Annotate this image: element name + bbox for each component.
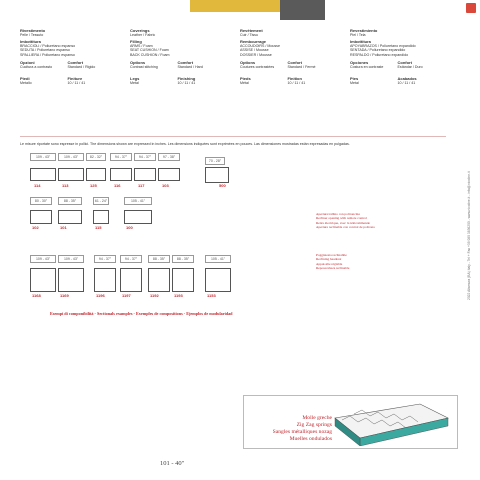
spec-text: Costura en contraste: [350, 65, 384, 70]
legend-headrest: [316, 253, 349, 270]
spec-heading: Finition: [287, 75, 302, 81]
spec-text: 10 / 11 / 41: [287, 80, 306, 85]
spec-column: [240, 28, 325, 86]
sofa-module: [148, 268, 170, 292]
legend-line: Reposacabeza reclinable: [316, 265, 350, 270]
spec-text: SEDUTA / Poliuretano espanso: [20, 48, 70, 53]
spec-cell: [178, 60, 216, 70]
spec-text: Estándar / Duro: [397, 65, 423, 70]
module-code: 103: [162, 183, 169, 188]
module-code: 113: [62, 183, 69, 188]
dimension-label: 97 - 38": [158, 153, 180, 161]
module-code: 115: [95, 225, 102, 230]
dimension-label: 94 - 37": [110, 153, 132, 161]
spec-heading: Options: [130, 60, 146, 66]
spec-heading: Imbottitura: [20, 38, 41, 44]
springs-line: Molle greche: [302, 415, 332, 421]
sofa-module: [110, 168, 132, 181]
spec-cell: [240, 60, 278, 70]
module-code: 1197: [122, 293, 131, 298]
module-code: 117: [138, 183, 145, 188]
spec-heading: Comfort: [67, 60, 84, 66]
dimension-label: 61 - 24": [94, 199, 108, 203]
spec-heading: Pieds: [240, 75, 251, 81]
spec-heading: Legs: [130, 75, 140, 81]
spec-subrow: [350, 60, 435, 70]
spec-text: SENTADA / Poliuretano expandido: [350, 48, 406, 53]
spec-subrow: [240, 60, 325, 70]
spec-heading: Revêtement: [240, 28, 263, 33]
dimension-label: 94 - 37": [120, 255, 142, 263]
legend-line: Relax électrique, avec la télécommande: [316, 220, 370, 225]
module-code: 114: [34, 183, 41, 188]
spec-text: DOSSIER / Mousse: [240, 52, 272, 57]
legend-line: Recliner opening with remote control: [316, 216, 367, 221]
dimension-label: 88 - 35": [172, 255, 194, 263]
zigzag-spring-illustration: [330, 398, 450, 446]
legend-line: Reclining headrest: [316, 257, 342, 262]
spec-text: Leather / Fabric: [130, 33, 156, 37]
springs-labels: [272, 415, 332, 443]
module-code: 101: [60, 225, 67, 230]
spec-heading: Finishing: [177, 75, 196, 81]
module-code: 500: [219, 183, 226, 188]
spec-text: Métal: [240, 80, 249, 85]
spec-subrow: [240, 76, 325, 86]
spec-text: Coutures contrastées: [240, 65, 275, 70]
spec-heading: Revestimiento: [350, 28, 378, 33]
spec-column: [20, 28, 105, 86]
sofa-module: [30, 168, 56, 181]
spec-text: ACCOUDOIRS / Mousse: [240, 43, 280, 48]
spec-heading: Opzioni: [20, 60, 35, 66]
spec-cell: [130, 60, 168, 70]
spec-text: BRACCIOLI / Poliuretano espanso: [20, 43, 76, 48]
spec-heading: Rivestimento: [20, 28, 46, 33]
spec-subrow: [130, 60, 215, 70]
spec-cell: [288, 60, 326, 70]
spec-cell: [68, 76, 106, 86]
sofa-module: [58, 168, 84, 181]
contact-strip: 2022 Altamura (BA) Italy - Tel + Fax +39 080 3836200 - www.nicoline.it - info@nicoline.it: [467, 171, 471, 300]
sofa-module: [120, 268, 142, 292]
dimension-label: 109 - 43": [30, 153, 56, 161]
spec-cell: [20, 60, 58, 70]
spec-text: Standard / Hard: [177, 65, 203, 70]
sofa-module: [158, 168, 180, 181]
divider: [20, 136, 446, 137]
spec-text: RESPALDO / Poliuretano expandido: [350, 52, 409, 57]
dimension-label: 109 - 43": [30, 255, 56, 263]
spec-heading: Finiture: [67, 75, 83, 81]
dimension-label: 109 - 43": [58, 153, 84, 161]
dimension-label: 105 - 41": [124, 197, 152, 205]
sofa-module: [134, 168, 156, 181]
spec-heading: Comfort: [177, 60, 194, 66]
spec-text: Cuir / Tissu: [240, 33, 258, 37]
module-code: 1169: [60, 293, 69, 298]
dimension-label: 70 - 28": [205, 157, 225, 165]
examples-title: Esempi di componibilità - Sectionals examples - Exemples de compositions - Ejemplos de modularidad: [50, 311, 233, 316]
dimension-label: 94 - 37": [134, 153, 156, 161]
spec-text: ARMS / Foam: [130, 43, 153, 48]
module-code: 1153: [207, 293, 216, 298]
dimension-label: 109 - 43": [58, 255, 84, 263]
spec-heading: Confort: [397, 60, 412, 66]
spec-subrow: [20, 76, 105, 86]
spec-text: 10 / 11 / 41: [67, 80, 86, 85]
spec-cell: [178, 76, 216, 86]
spec-heading: Rembourrage: [240, 38, 267, 44]
sofa-module: [93, 210, 109, 224]
spec-subrow: [20, 60, 105, 70]
sofa-module: [58, 210, 82, 224]
module-code: 1196: [96, 293, 105, 298]
legend-line: Appui-tête réglable: [316, 261, 343, 266]
product-photo-cushion: [280, 0, 325, 20]
sofa-module: [30, 268, 56, 292]
spec-cell: [350, 76, 388, 86]
module-code: 1193: [174, 293, 183, 298]
sofa-module: [30, 210, 52, 224]
dimension-label: 105 - 41": [205, 255, 231, 263]
spec-heading: Imbottitura: [350, 38, 371, 44]
spec-heading: Piedi: [20, 75, 30, 81]
spec-text: Metal: [130, 80, 139, 85]
springs-line: Zig Zag springs: [296, 422, 332, 428]
spec-cell: [130, 76, 168, 86]
dimension-label: 88 - 35": [148, 255, 170, 263]
springs-line: Muelles ondulados: [289, 436, 332, 442]
module-code: 125: [90, 183, 97, 188]
legend-recliner: [316, 212, 375, 229]
module-code: 100: [126, 225, 133, 230]
sofa-module: [172, 268, 194, 292]
spec-heading: Confort: [287, 60, 302, 66]
spec-cell: [240, 76, 278, 86]
spec-column: [350, 28, 435, 86]
module-code: 1192: [150, 293, 159, 298]
spec-text: SPALLIERA / Poliuretano espanso: [20, 52, 75, 57]
spec-text: Metal: [350, 80, 359, 85]
product-photo-sofa: [190, 0, 290, 12]
spec-text: Metallo: [20, 80, 32, 85]
spec-text: ASSISE / Mousse: [240, 48, 269, 53]
spec-subrow: [130, 76, 215, 86]
page-number: 101 - 40": [160, 460, 185, 467]
sofa-module: [58, 268, 84, 292]
spec-cell: [398, 76, 436, 86]
spec-heading: Acabados: [397, 75, 417, 81]
spec-text: SEAT CUSHION / Foam: [130, 48, 169, 53]
spec-heading: Opciones: [350, 60, 369, 66]
spec-text: BACK CUSHION / Foam: [130, 52, 170, 57]
spec-subrow: [350, 76, 435, 86]
spec-text: Standard / Rigido: [67, 65, 96, 70]
spec-text: Piel / Tela: [350, 33, 366, 37]
dimension-label: 94 - 37": [94, 255, 116, 263]
spec-heading: Filling: [130, 38, 142, 44]
spec-cell: [68, 60, 106, 70]
dimension-label: 80 - 30": [30, 197, 52, 205]
spec-heading: Pies: [350, 75, 359, 81]
spec-cell: [288, 76, 326, 86]
spec-text: Standard / Fermé: [287, 65, 316, 70]
legend-line: Poggiatesta reclinabile: [316, 253, 347, 257]
spec-cell: [350, 60, 388, 70]
module-code: 116: [114, 183, 121, 188]
spec-heading: Coverings: [130, 28, 150, 33]
spec-text: 10 / 11 / 41: [397, 80, 416, 85]
spec-cell: [398, 60, 436, 70]
spec-column: [130, 28, 215, 86]
legend-line: Apertura reclinable con control de poltrona: [316, 224, 375, 229]
spec-text: APOYABRAZOS / Poliuretano expandido: [350, 43, 416, 48]
spec-text: Contrast stitching: [130, 65, 158, 70]
sofa-module: [94, 268, 116, 292]
sofa-module: [205, 268, 231, 292]
spec-cell: [20, 76, 58, 86]
spec-heading: Options: [240, 60, 256, 66]
spec-text: Cucitura a contrasto: [20, 65, 53, 70]
sofa-module: [205, 167, 229, 183]
brand-logo: [466, 3, 476, 13]
sofa-module: [86, 168, 106, 181]
spec-text: 10 / 11 / 41: [177, 80, 196, 85]
springs-line: Sangles métalliques nozag: [272, 429, 332, 435]
legend-line: Apertura/rallino con poltroncina: [316, 212, 360, 216]
module-code: 1168: [32, 293, 41, 298]
dimension-label: 82 - 32": [86, 153, 106, 161]
measure-note: Le misure riportate sono espresse in pollici. The dimensions shown are expressed in inches. Les dimensions indiquées sont exprimées en pouces. Las dimensiones mostradas están expresadas en pulgadas.: [20, 142, 350, 146]
sofa-module: [124, 210, 152, 224]
spec-text: Pelle / Tessuto: [20, 33, 44, 37]
dimension-label: 88 - 35": [58, 197, 82, 205]
module-code: 102: [32, 225, 39, 230]
